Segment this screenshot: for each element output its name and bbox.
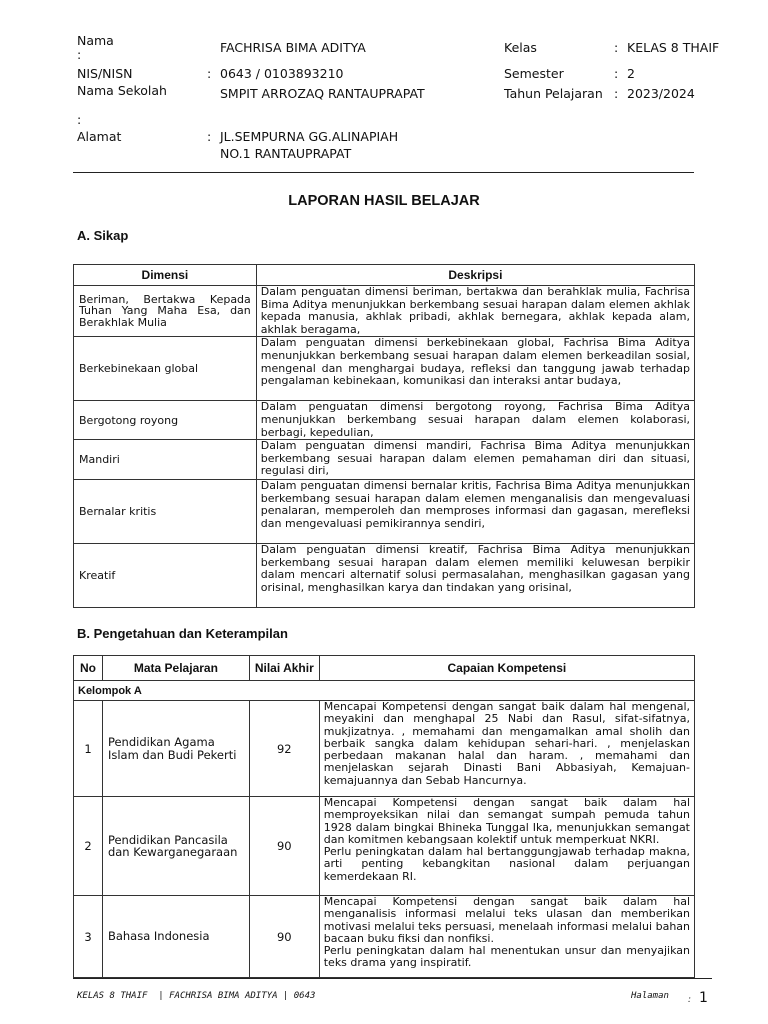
dimensi-cell: Bernalar kritis xyxy=(74,480,257,544)
table-row xyxy=(74,440,695,480)
sikap-table xyxy=(73,264,695,608)
table-row xyxy=(74,797,695,896)
pengetahuan-header-row xyxy=(74,656,695,681)
dimensi-cell: Berkebinekaan global xyxy=(74,337,257,401)
table-row xyxy=(74,544,695,608)
nis-value: 0643 / 0103893210 xyxy=(220,66,344,81)
pengetahuan-table xyxy=(73,655,695,978)
col-mapel-header: Mata Pelajaran xyxy=(102,656,249,681)
table-row xyxy=(74,480,695,544)
pengetahuan-heading: B. Pengetahuan dan Keterampilan xyxy=(77,626,288,641)
page-colon: : xyxy=(688,995,692,1005)
table-row xyxy=(74,337,695,401)
table-row xyxy=(74,896,695,978)
semester-value: 2 xyxy=(627,66,635,81)
deskripsi-cell: Dalam penguatan dimensi beriman, bertakwa dan berahklak mulia, Fachrisa Bima Aditya menunjukkan berkembang sesuai harapan dalam elemen akhlak kepada manusia, akhlak pribadi, akhlak bernegara, akhlak kepada alam, akhlak beragama, xyxy=(256,286,694,337)
capaian-cell xyxy=(319,701,694,797)
group-label: Kelompok A xyxy=(74,681,695,701)
header-divider xyxy=(73,172,694,173)
sekolah-colon: : xyxy=(77,112,82,127)
deskripsi-cell: Dalam penguatan dimensi kreatif, Fachrisa Bima Aditya menunjukkan berkembang sesuai harapan dalam elemen memiliki keluwesan berpikir dalam mencari alternatif solusi permasalahan, menghasilkan gagasan yang orisinal, menghasilkan karya dan tindakan yang orisinal, xyxy=(256,544,694,608)
mapel-cell: Pendidikan Agama Islam dan Budi Pekerti xyxy=(102,701,249,797)
tahun-colon: : xyxy=(614,86,619,101)
capaian-text: Mencapai Kompetensi dengan sangat baik dalam hal memproyeksikan nilai dan semangat sumpah pemuda tahun 1928 dalam bingkai Bhineka Tunggal Ika, menunjukkan semangat dan komitmen kebangsaan kolektif untuk memperkuat NKRI. xyxy=(323,796,690,846)
mapel-cell: Pendidikan Pancasila dan Kewarganegaraan xyxy=(102,797,249,896)
footer-text: KELAS 8 THAIF | FACHRISA BIMA ADITYA | 0643 xyxy=(77,991,316,1001)
dimensi-cell: Mandiri xyxy=(74,440,257,480)
col-dimensi-header: Dimensi xyxy=(74,265,257,286)
deskripsi-cell: Dalam penguatan dimensi bergotong royong, Fachrisa Bima Aditya menunjukkan berkembang sesuai harapan dalam elemen kolaborasi, berbagi, kepedulian, xyxy=(256,401,694,440)
page-number: 1 xyxy=(699,990,708,1006)
table-row xyxy=(74,286,695,337)
no-cell: 3 xyxy=(74,896,103,978)
nilai-cell: 92 xyxy=(249,701,319,797)
alamat-value-line2: NO.1 RANTAUPRAPAT xyxy=(220,146,352,161)
semester-colon: : xyxy=(614,66,619,81)
dimensi-cell: Kreatif xyxy=(74,544,257,608)
report-title: LAPORAN HASIL BELAJAR xyxy=(288,193,480,209)
no-cell: 2 xyxy=(74,797,103,896)
table-row xyxy=(74,701,695,797)
nama-value: FACHRISA BIMA ADITYA xyxy=(220,40,366,55)
col-no-header: No xyxy=(74,656,103,681)
tahun-label: Tahun Pelajaran xyxy=(504,86,603,101)
capaian-cell xyxy=(319,896,694,978)
mapel-cell: Bahasa Indonesia xyxy=(102,896,249,978)
group-row xyxy=(74,681,695,701)
alamat-value-line1: JL.SEMPURNA GG.ALINAPIAH xyxy=(220,129,399,144)
nilai-cell: 90 xyxy=(249,896,319,978)
alamat-label: Alamat xyxy=(77,129,122,144)
alamat-colon: : xyxy=(207,129,212,144)
tahun-value: 2023/2024 xyxy=(627,86,695,101)
nama-label: Nama xyxy=(77,33,114,48)
nama-colon: : xyxy=(77,47,82,62)
dimensi-cell: Bergotong royong xyxy=(74,401,257,440)
capaian-text: Mencapai Kompetensi dengan sangat baik dalam hal mengenal, meyakini dan menghapal 25 Nabi dan Rasul, sifat-sifatnya, mukjizatnya. , memahami dan mengamalkan amal sholih dan berbaik sangka dalam kehidupan sehari-hari. , menjelaskan perbedaan makanan halal dan haram. , memahami dan menjelaskan sejarah Dinasti Bani Abbasiyah, Kemajuan-kemajuannya dan Sebab Hancurnya. xyxy=(323,700,690,787)
capaian-text-2: Perlu peningkatan dalam hal bertanggungjawab terhadap makna, arti penting kebangkitan nasional dalam perjuangan kemerdekaan RI. xyxy=(323,845,690,883)
col-capaian-header: Capaian Kompetensi xyxy=(319,656,694,681)
deskripsi-cell: Dalam penguatan dimensi bernalar kritis, Fachrisa Bima Aditya menunjukkan berkembang sesuai harapan dalam elemen menganalisis dan mengevaluasi penalaran, memperoleh dan memproses informasi dan gagasan, merefleksi dan mengevaluasi pemikirannya sendiri, xyxy=(256,480,694,544)
deskripsi-cell: Dalam penguatan dimensi berkebinekaan global, Fachrisa Bima Aditya menunjukkan berkembang sesuai harapan dalam elemen berkeadilan sosial, mengenal dan menghargai budaya, refleksi dan tanggung jawab terhadap pengalaman kebinekaan, komunikasi dan interaksi antar budaya, xyxy=(256,337,694,401)
sikap-heading: A. Sikap xyxy=(77,228,129,243)
capaian-text-2: Perlu peningkatan dalam hal menentukan unsur dan menyajikan teks drama yang inspiratif. xyxy=(323,944,690,970)
semester-label: Semester xyxy=(504,66,564,81)
col-nilai-header: Nilai Akhir xyxy=(249,656,319,681)
capaian-text: Mencapai Kompetensi dengan sangat baik dalam hal menganalisis informasi melalui teks ulasan dan memberikan motivasi melalui teks persuasi, menelaah informasi melalui bahan bacaan buku fiksi dan nonfiksi. xyxy=(323,895,690,945)
table-row xyxy=(74,401,695,440)
kelas-colon: : xyxy=(614,40,619,55)
halaman-label: Halaman xyxy=(631,991,669,1001)
dimensi-cell: Beriman, Bertakwa Kepada Tuhan Yang Maha Esa, dan Berakhlak Mulia xyxy=(74,286,257,337)
capaian-cell xyxy=(319,797,694,896)
nilai-cell: 90 xyxy=(249,797,319,896)
nis-colon: : xyxy=(207,66,212,81)
no-cell: 1 xyxy=(74,701,103,797)
deskripsi-cell: Dalam penguatan dimensi mandiri, Fachrisa Bima Aditya menunjukkan berkembang sesuai harapan dalam elemen pemahaman diri dan situasi, regulasi diri, xyxy=(256,440,694,480)
sikap-header-row xyxy=(74,265,695,286)
footer-divider xyxy=(73,978,712,979)
sekolah-label: Nama Sekolah xyxy=(77,83,167,98)
col-deskripsi-header: Deskripsi xyxy=(256,265,694,286)
kelas-value: KELAS 8 THAIF xyxy=(627,40,720,55)
kelas-label: Kelas xyxy=(504,40,537,55)
sekolah-value: SMPIT ARROZAQ RANTAUPRAPAT xyxy=(220,86,425,101)
nis-label: NIS/NISN xyxy=(77,66,133,81)
